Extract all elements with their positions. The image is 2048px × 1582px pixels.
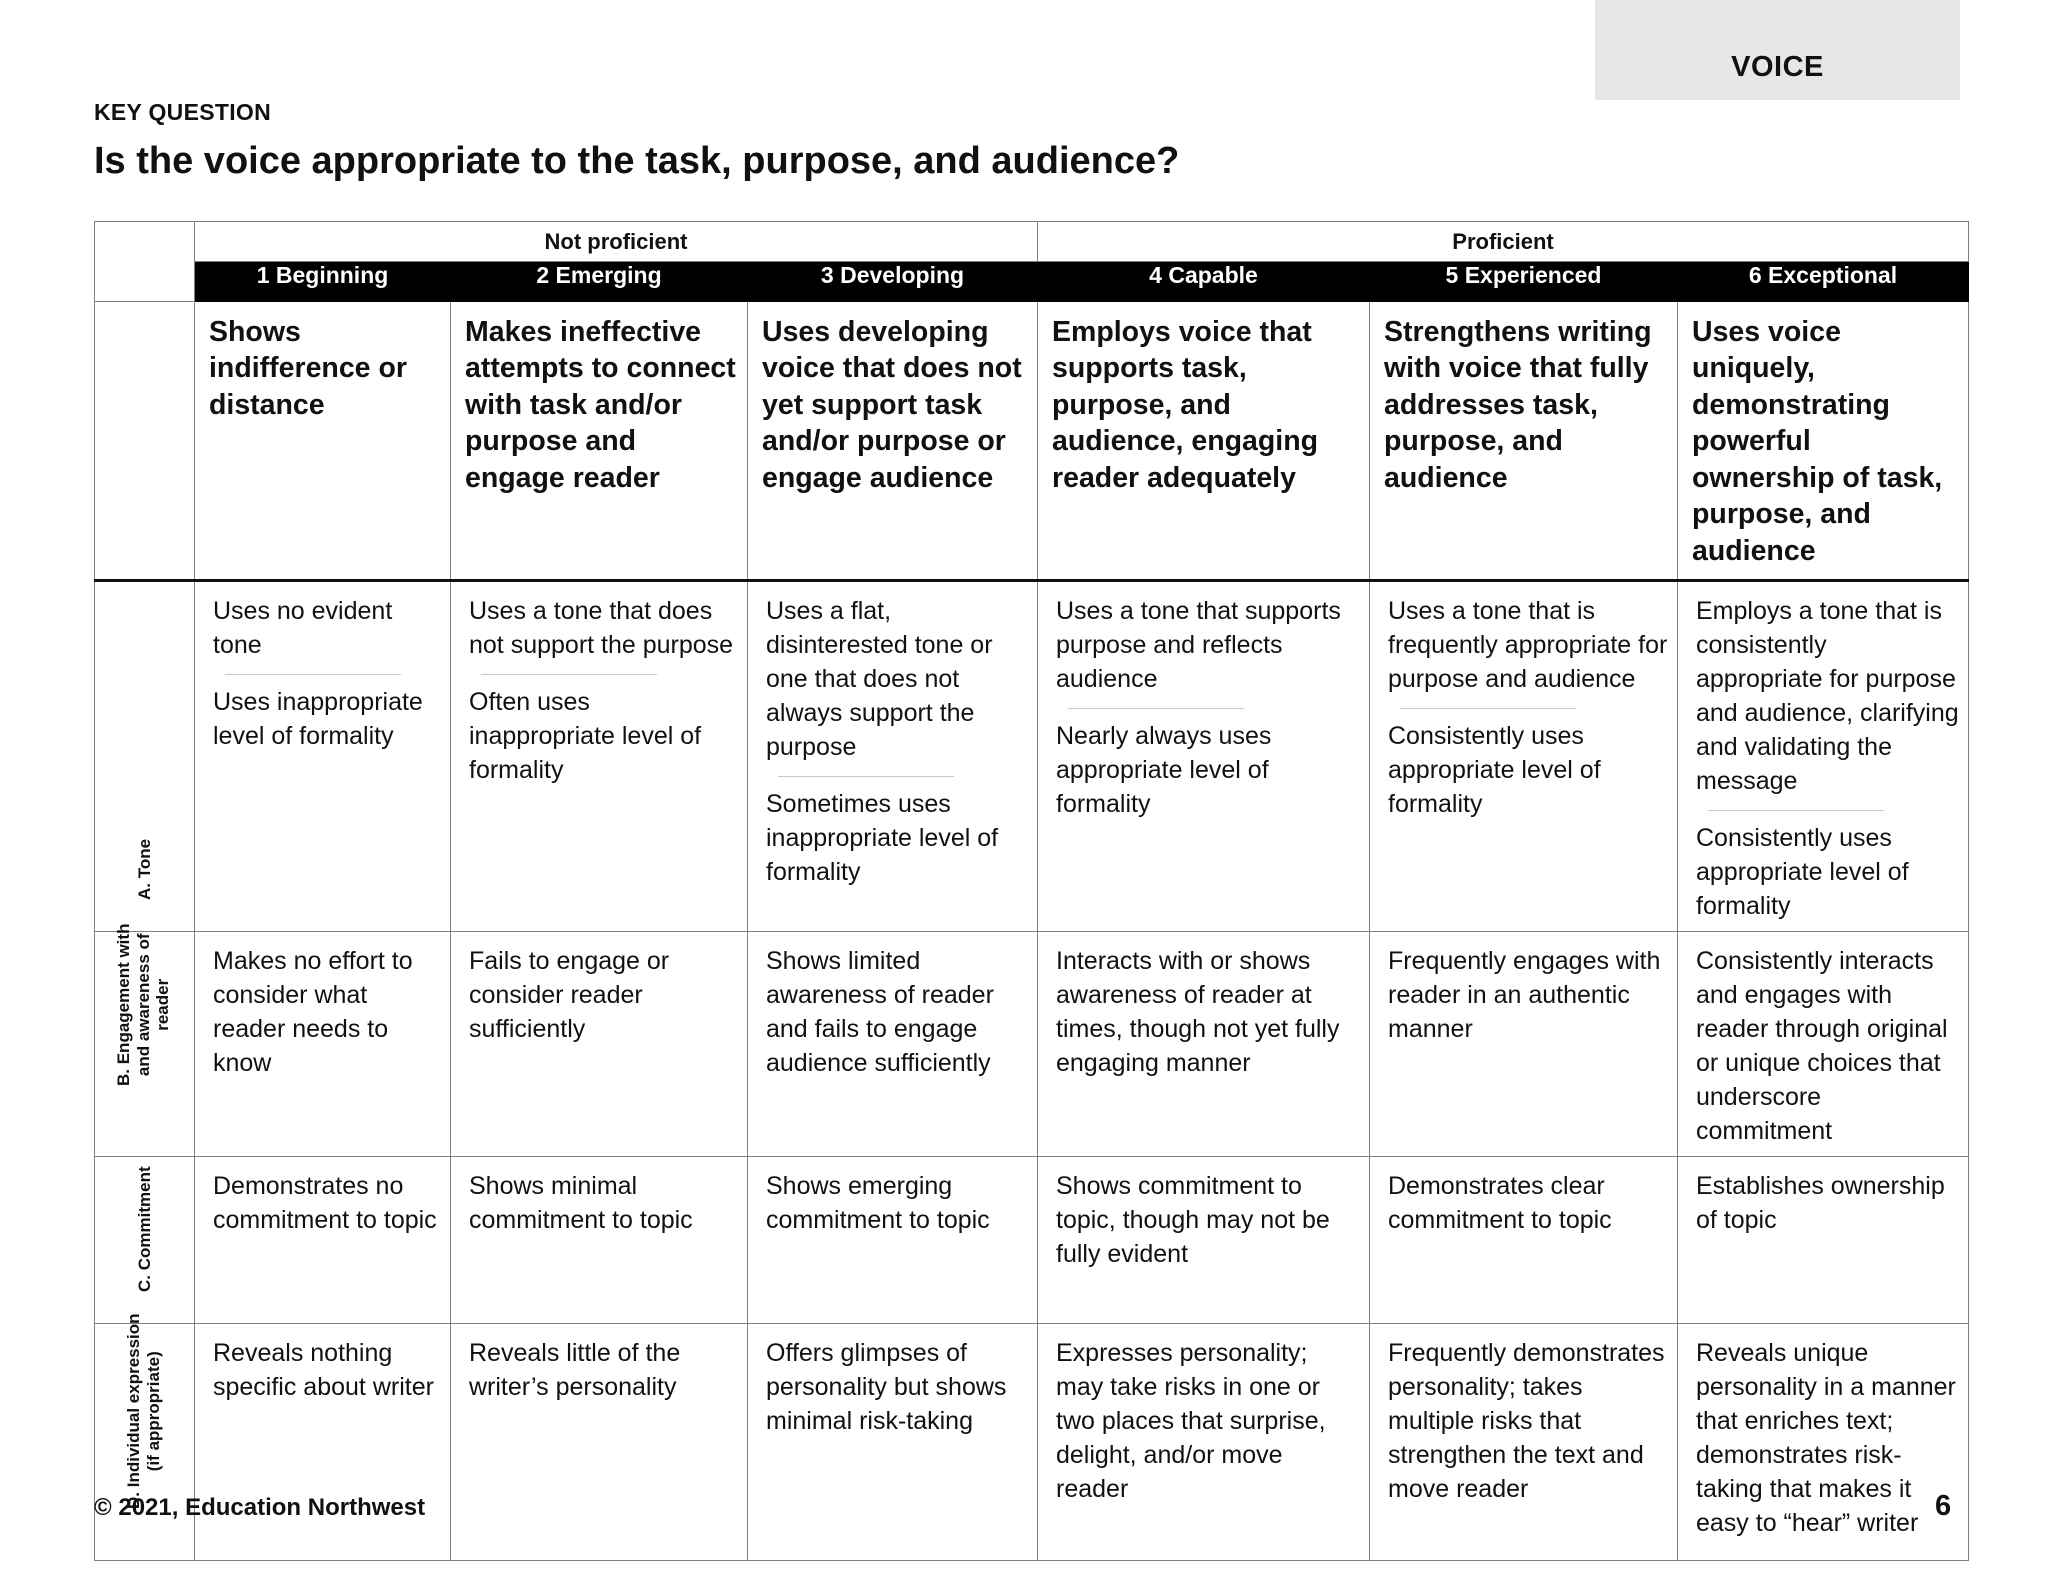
descriptor-level-3: Uses developing voice that does not yet support task and/or purpose or engage audience (748, 302, 1038, 581)
engagement-level-2: Fails to engage or consider reader sufficiently (451, 932, 748, 1157)
row-label-line: (if appropriate) (143, 1351, 163, 1472)
tone-level-1-formality: Uses inappropriate level of formality (213, 688, 423, 751)
row-label-line: B. Engagement with (113, 923, 133, 1086)
divider (1708, 810, 1884, 811)
divider (1400, 708, 1576, 709)
expression-level-5: Frequently demonstrates personality; takes multiple risks that strengthen the text and move reader (1370, 1324, 1678, 1561)
divider (1068, 708, 1244, 709)
row-label-tone-text: A. Tone (134, 838, 154, 900)
tone-level-4-tone: Uses a tone that supports purpose and reflects audience (1056, 597, 1341, 694)
table-row (95, 1157, 1969, 1324)
tone-level-3-formality: Sometimes uses inappropriate level of formality (766, 790, 999, 887)
tone-level-3-tone: Uses a flat, disinterested tone or one that does not always support the purpose (766, 597, 993, 762)
level-6-header: 6 Exceptional (1678, 262, 1969, 302)
expression-level-2: Reveals little of the writer’s personality (451, 1324, 748, 1561)
tone-level-6-formality: Consistently uses appropriate level of formality (1696, 824, 1909, 921)
level-1-header: 1 Beginning (195, 262, 451, 302)
engagement-level-6: Consistently interacts and engages with reader through original or unique choices that underscore commitment (1678, 932, 1969, 1157)
expression-level-1: Reveals nothing specific about writer (195, 1324, 451, 1561)
divider (225, 674, 401, 675)
group-proficient: Proficient (1038, 222, 1969, 262)
row-label-engagement (95, 923, 195, 1157)
divider (778, 776, 954, 777)
row-label-commitment-text: C. Commitment (134, 1166, 154, 1292)
level-2-header: 2 Emerging (451, 262, 748, 302)
descriptor-level-4: Employs voice that supports task, purpose, and audience, engaging reader adequately (1038, 302, 1370, 581)
tone-level-6 (1678, 581, 1969, 932)
row-label-commitment (95, 1157, 195, 1324)
expression-level-6: Reveals unique personality in a manner that enriches text; demonstrates risk-taking that makes it easy to “hear” writer (1678, 1324, 1969, 1561)
descriptor-level-2: Makes ineffective attempts to connect with task and/or purpose and engage reader (451, 302, 748, 581)
tone-level-3 (748, 581, 1038, 932)
level-5-header: 5 Experienced (1370, 262, 1678, 302)
copyright-footer: © 2021, Education Northwest (94, 1494, 426, 1521)
section-tab-label: VOICE (1731, 51, 1824, 83)
divider (481, 674, 657, 675)
tone-level-5 (1370, 581, 1678, 932)
tone-level-2 (451, 581, 748, 932)
row-label-engagement-text (114, 923, 173, 1085)
level-3-header: 3 Developing (748, 262, 1038, 302)
descriptor-level-5: Strengthens writing with voice that fully addresses task, purpose, and audience (1370, 302, 1678, 581)
key-question-title: Is the voice appropriate to the task, purpose, and audience? (94, 140, 1180, 182)
row-label-line: and awareness of (133, 933, 153, 1076)
tone-level-5-formality: Consistently uses appropriate level of formality (1388, 722, 1601, 819)
level-4-header: 4 Capable (1038, 262, 1370, 302)
commitment-level-6: Establishes ownership of topic (1678, 1157, 1969, 1324)
table-row (95, 1324, 1969, 1561)
tone-level-1-tone: Uses no evident tone (213, 597, 393, 660)
tone-level-4-formality: Nearly always uses appropriate level of formality (1056, 722, 1272, 819)
engagement-level-1: Makes no effort to consider what reader needs to know (195, 932, 451, 1157)
corner-cell (95, 222, 195, 302)
tone-level-2-tone: Uses a tone that does not support the purpose (469, 597, 734, 660)
tone-level-6-tone: Employs a tone that is consistently appropriate for purpose and audience, clarifying and validating the message (1696, 597, 1959, 796)
commitment-level-2: Shows minimal commitment to topic (451, 1157, 748, 1324)
row-label-individual-expression-text (124, 1314, 163, 1510)
tone-level-2-formality: Often uses inappropriate level of formality (469, 688, 702, 785)
tone-level-4 (1038, 581, 1370, 932)
engagement-level-3: Shows limited awareness of reader and fails to engage audience sufficiently (748, 932, 1038, 1157)
row-label-individual-expression (95, 1313, 195, 1561)
section-tab (1595, 0, 1960, 100)
group-not-proficient: Not proficient (195, 222, 1038, 262)
table-row (95, 932, 1969, 1157)
expression-level-4: Expresses personality; may take risks in one or two places that surprise, delight, and/or move reader (1038, 1324, 1370, 1561)
expression-level-3: Offers glimpses of personality but shows minimal risk-taking (748, 1324, 1038, 1561)
page-number: 6 (1935, 1490, 1952, 1522)
table-row (95, 581, 1969, 932)
descriptor-level-1: Shows indifference or distance (195, 302, 451, 581)
tone-level-1 (195, 581, 451, 932)
row-label-line: reader (152, 978, 172, 1031)
descriptor-level-6: Uses voice uniquely, demonstrating powerful ownership of task, purpose, and audience (1678, 302, 1969, 581)
key-question-label: KEY QUESTION (94, 99, 271, 125)
row-label-tone (95, 581, 195, 932)
voice-rubric-table (94, 221, 1969, 1561)
commitment-level-5: Demonstrates clear commitment to topic (1370, 1157, 1678, 1324)
descriptor-corner (95, 302, 195, 581)
commitment-level-1: Demonstrates no commitment to topic (195, 1157, 451, 1324)
engagement-level-4: Interacts with or shows awareness of reader at times, though not yet fully engaging manner (1038, 932, 1370, 1157)
commitment-level-3: Shows emerging commitment to topic (748, 1157, 1038, 1324)
row-label-line: D. Individual expression (123, 1313, 143, 1510)
commitment-level-4: Shows commitment to topic, though may not be fully evident (1038, 1157, 1370, 1324)
tone-level-5-tone: Uses a tone that is frequently appropriate for purpose and audience (1388, 597, 1668, 694)
engagement-level-5: Frequently engages with reader in an authentic manner (1370, 932, 1678, 1157)
